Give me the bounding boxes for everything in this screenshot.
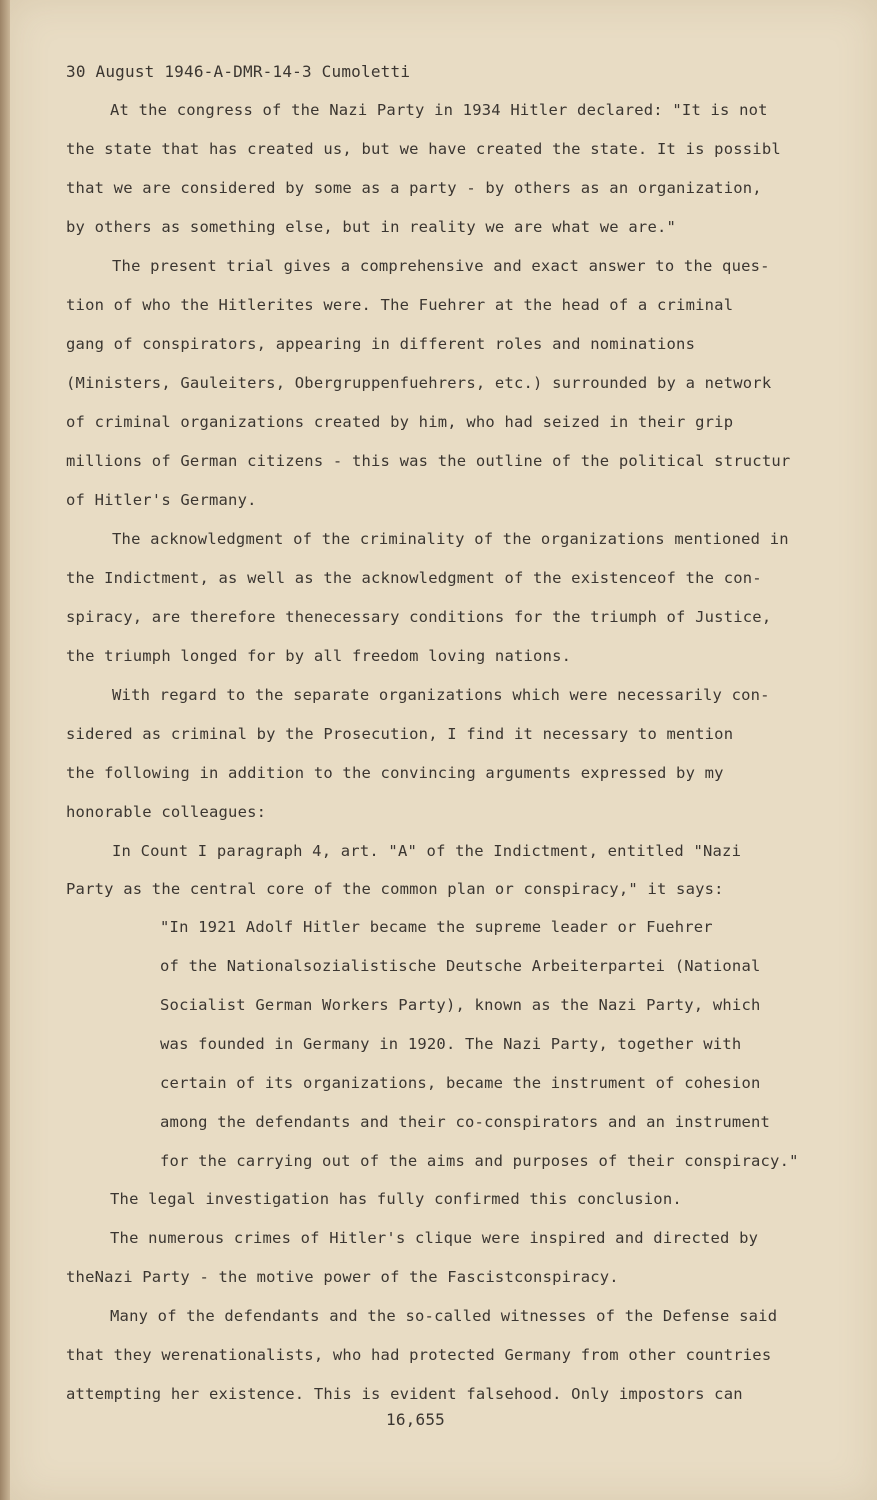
text-line: The numerous crimes of Hitler's clique were inspired and directed by [110, 1229, 759, 1247]
quote-line: Socialist German Workers Party), known as the Nazi Party, which [160, 996, 761, 1014]
text-line: the following in addition to the convincing arguments expressed by my [66, 764, 724, 782]
text-line: (Ministers, Gauleiters, Obergruppenfuehrers, etc.) surrounded by a network [66, 374, 772, 392]
text-line: honorable colleagues: [66, 803, 267, 821]
quote-line: was founded in Germany in 1920. The Nazi Party, together with [160, 1035, 742, 1053]
text-line: sidered as criminal by the Prosecution, I find it necessary to mention [66, 725, 734, 743]
text-line: the Indictment, as well as the acknowledgment of the existenceof the con- [66, 569, 762, 587]
text-line: millions of German citizens - this was the outline of the political structur [66, 452, 791, 470]
text-line: Many of the defendants and the so-called witnesses of the Defense said [110, 1307, 778, 1325]
text-line: gang of conspirators, appearing in different roles and nominations [66, 335, 696, 353]
quote-line: for the carrying out of the aims and purposes of their conspiracy." [160, 1152, 799, 1170]
text-line: Party as the central core of the common plan or conspiracy," it says: [66, 880, 724, 898]
page-number: 16,655 [386, 1410, 445, 1429]
text-line: by others as something else, but in reality we are what we are." [66, 218, 677, 236]
text-line: tion of who the Hitlerites were. The Fuehrer at the head of a criminal [66, 296, 734, 314]
text-line: theNazi Party - the motive power of the Fascistconspiracy. [66, 1268, 619, 1286]
quote-line: certain of its organizations, became the instrument of cohesion [160, 1074, 761, 1092]
text-line: In Count I paragraph 4, art. "A" of the Indictment, entitled "Nazi [112, 842, 742, 860]
text-line: At the congress of the Nazi Party in 1934 Hitler declared: "It is not [110, 101, 768, 119]
text-line: of criminal organizations created by him, who had seized in their grip [66, 413, 734, 431]
text-line: the state that has created us, but we have created the state. It is possibl [66, 140, 781, 158]
text-line: attempting her existence. This is evident falsehood. Only impostors can [66, 1385, 743, 1403]
text-line: spiracy, are therefore thenecessary conditions for the triumph of Justice, [66, 608, 772, 626]
text-line: that they werenationalists, who had protected Germany from other countries [66, 1346, 772, 1364]
quote-line: of the Nationalsozialistische Deutsche Arbeiterpartei (National [160, 957, 761, 975]
page-header: 30 August 1946-A-DMR-14-3 Cumoletti [66, 62, 411, 81]
text-line: the triumph longed for by all freedom loving nations. [66, 647, 572, 665]
text-line: The legal investigation has fully confirmed this conclusion. [110, 1190, 682, 1208]
quote-line: "In 1921 Adolf Hitler became the supreme leader or Fuehrer [160, 918, 713, 936]
text-line: The present trial gives a comprehensive and exact answer to the ques- [112, 257, 770, 275]
text-line: With regard to the separate organizations which were necessarily con- [112, 686, 770, 704]
quote-line: among the defendants and their co-conspirators and an instrument [160, 1113, 771, 1131]
text-line: that we are considered by some as a party - by others as an organization, [66, 179, 762, 197]
paper-edge [0, 0, 10, 1500]
text-line: The acknowledgment of the criminality of the organizations mentioned in [112, 530, 789, 548]
text-line: of Hitler's Germany. [66, 491, 257, 509]
